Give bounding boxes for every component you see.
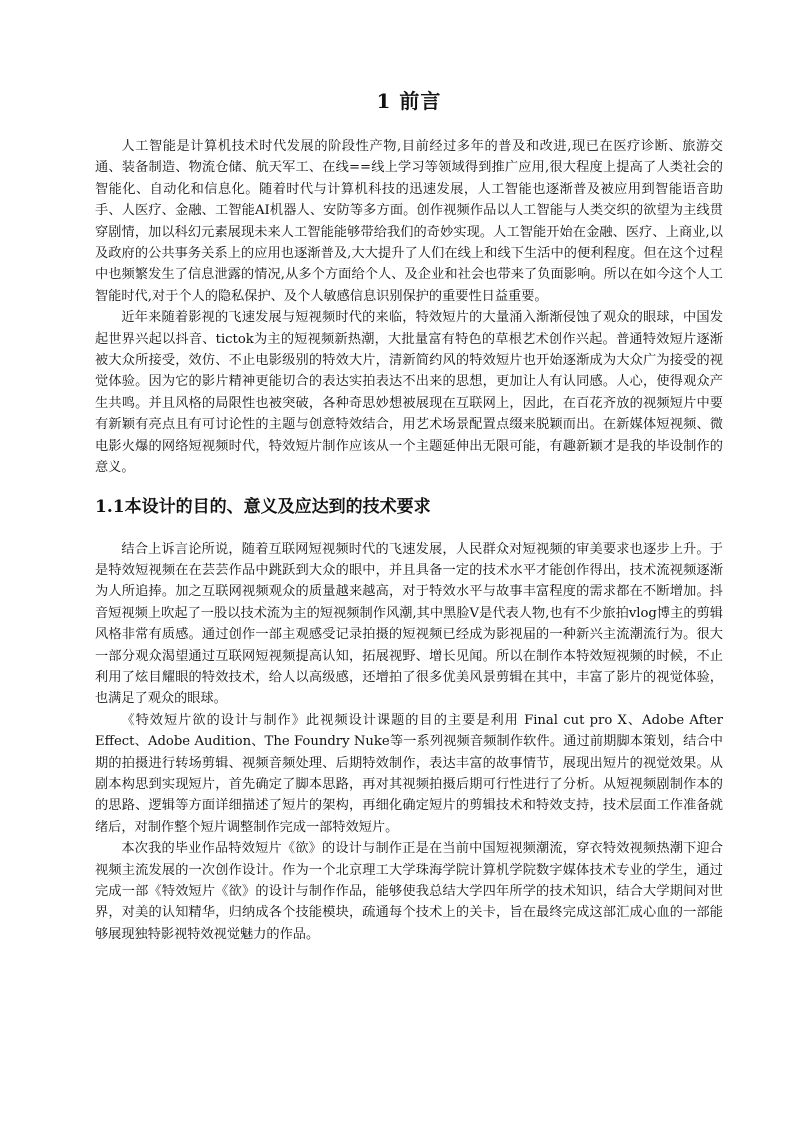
section-paragraph-2: 《特效短片欲的设计与制作》此视频设计课题的目的主要是利用 Final cut pro X、Adobe After Effect、Adobe Audition、The Foundry Nuke等一系列视频音频制作软件。通过前期脚本策划，结合中期的拍摄进行转场剪辑、视频音频处理、后期特效制作，表达丰富的故事情节，展现出短片的视觉效果。从剧本构思到实现短片，首先确定了脚本思路，再对其视频拍摄后期可行性进行了分析。从短视频剧制作本的的思路、逻辑等方面详细描述了短片的架构，再细化确定短片的剪辑技术和特效支持，技术层面工作准备就绪后，对制作整个短片调整制作完成一部特效短片。: [95, 712, 723, 835]
section-paragraph-3: 本次我的毕业作品特效短片《欲》的设计与制作正是在当前中国短视频潮流，穿衣特效视频热潮下迎合视频主流发展的一次创作设计。作为一个北京理工大学珠海学院计算机学院数字媒体技术专业的学生，通过完成一部《特效短片《欲》的设计与制作作品，能够使我总结大学四年所学的技术知识，结合大学期间对世界，对美的认知精华，归纳成各个技能模块，疏通每个技术上的关卡，旨在最终完成这部汇成心血的一部能够展现独特影视特效视觉魅力的作品。: [95, 841, 723, 942]
section-title: 1.1本设计的目的、意义及应达到的技术要求: [95, 496, 431, 517]
chapter-title: 1 前言: [376, 89, 442, 113]
intro-paragraph-1: 人工智能是计算机技术时代发展的阶段性产物,目前经过多年的普及和改进,现已在医疗诊断、旅游交通、装备制造、物流仓储、航天军工、在线==线上学习等领域得到推广应用,很大程度上提高了人类社会的智能化、自动化和信息化。随着时代与计算机科技的迅速发展，人工智能也逐渐普及被应用到智能语音助手、人医疗、金融、工智能AI机器人、安防等多方面。创作视频作品以人工智能与人类交织的欲望为主线贯穿剧情，加以科幻元素展现未来人工智能能够带给我们的奇妙实现。人工智能开始在金融、医疗、上商业,以及政府的公共事务关系上的应用也逐渐普及,大大提升了人们在线上和线下生活中的便利程度。但在这个过程中也频繁发生了信息泄露的情况,从多个方面给个人、及企业和社会也带来了负面影响。所以在如今这个人工智能时代,对于个人的隐私保护、及个人敏感信息识别保护的重要性日益重要。: [95, 139, 723, 304]
section-paragraph-1: 结合上诉言论所说，随着互联网短视频时代的飞速发展，人民群众对短视频的审美要求也逐步上升。于是特效短视频在在芸芸作品中跳跃到大众的眼中，并且具备一定的技术水平才能创作得出，技术流视频逐渐为人所追捧。加之互联网视频观众的质量越来越高，对于特效水平与故事丰富程度的需求都在不断增加。抖音短视频上吹起了一股以技术流为主的短视频制作风潮,其中黑脸V是代表人物,也有不少旅拍vlog博主的剪辑风格非常有质感。通过创作一部主观感受记录拍摄的短视频已经成为影视届的一种新兴主流潮流行为。很大一部分观众渴望通过互联网短视频提高认知，拓展视野、增长见闻。所以在制作本特效短视频的时候，不止利用了炫目耀眼的特效技术，给人以高级感，还增拍了很多优美风景剪辑在其中，丰富了影片的视觉体验，也满足了观众的眼球。: [95, 541, 723, 707]
page-content: [95, 88, 723, 945]
intro-paragraph-2: 近年来随着影视的飞速发展与短视频时代的来临，特效短片的大量涌入渐渐侵蚀了观众的眼球，中国发起世界兴起以抖音、tictok为主的短视频新热潮，大批量富有特色的草根艺术创作兴起。普通特效短片逐渐被大众所接受，效仿、不止电影级别的特效大片，清新简约风的特效短片也开始逐渐成为大众广为接受的视觉体验。因为它的影片精神更能切合的表达实拍表达不出来的思想，更加让人有认同感。人心，使得观众产生共鸣。并且风格的局限性也被突破，各种奇思妙想被展现在互联网上，因此，在百花齐放的视频短片中要有新颖有亮点且有可讨论性的主题与创意特效结合，用艺术场景配置点缀来脱颖而出。在新媒体短视频、微电影火爆的网络短视频时代，特效短片制作应该从一个主题延伸出无限可能，有趣新颖才是我的毕设制作的意义。: [95, 310, 723, 476]
